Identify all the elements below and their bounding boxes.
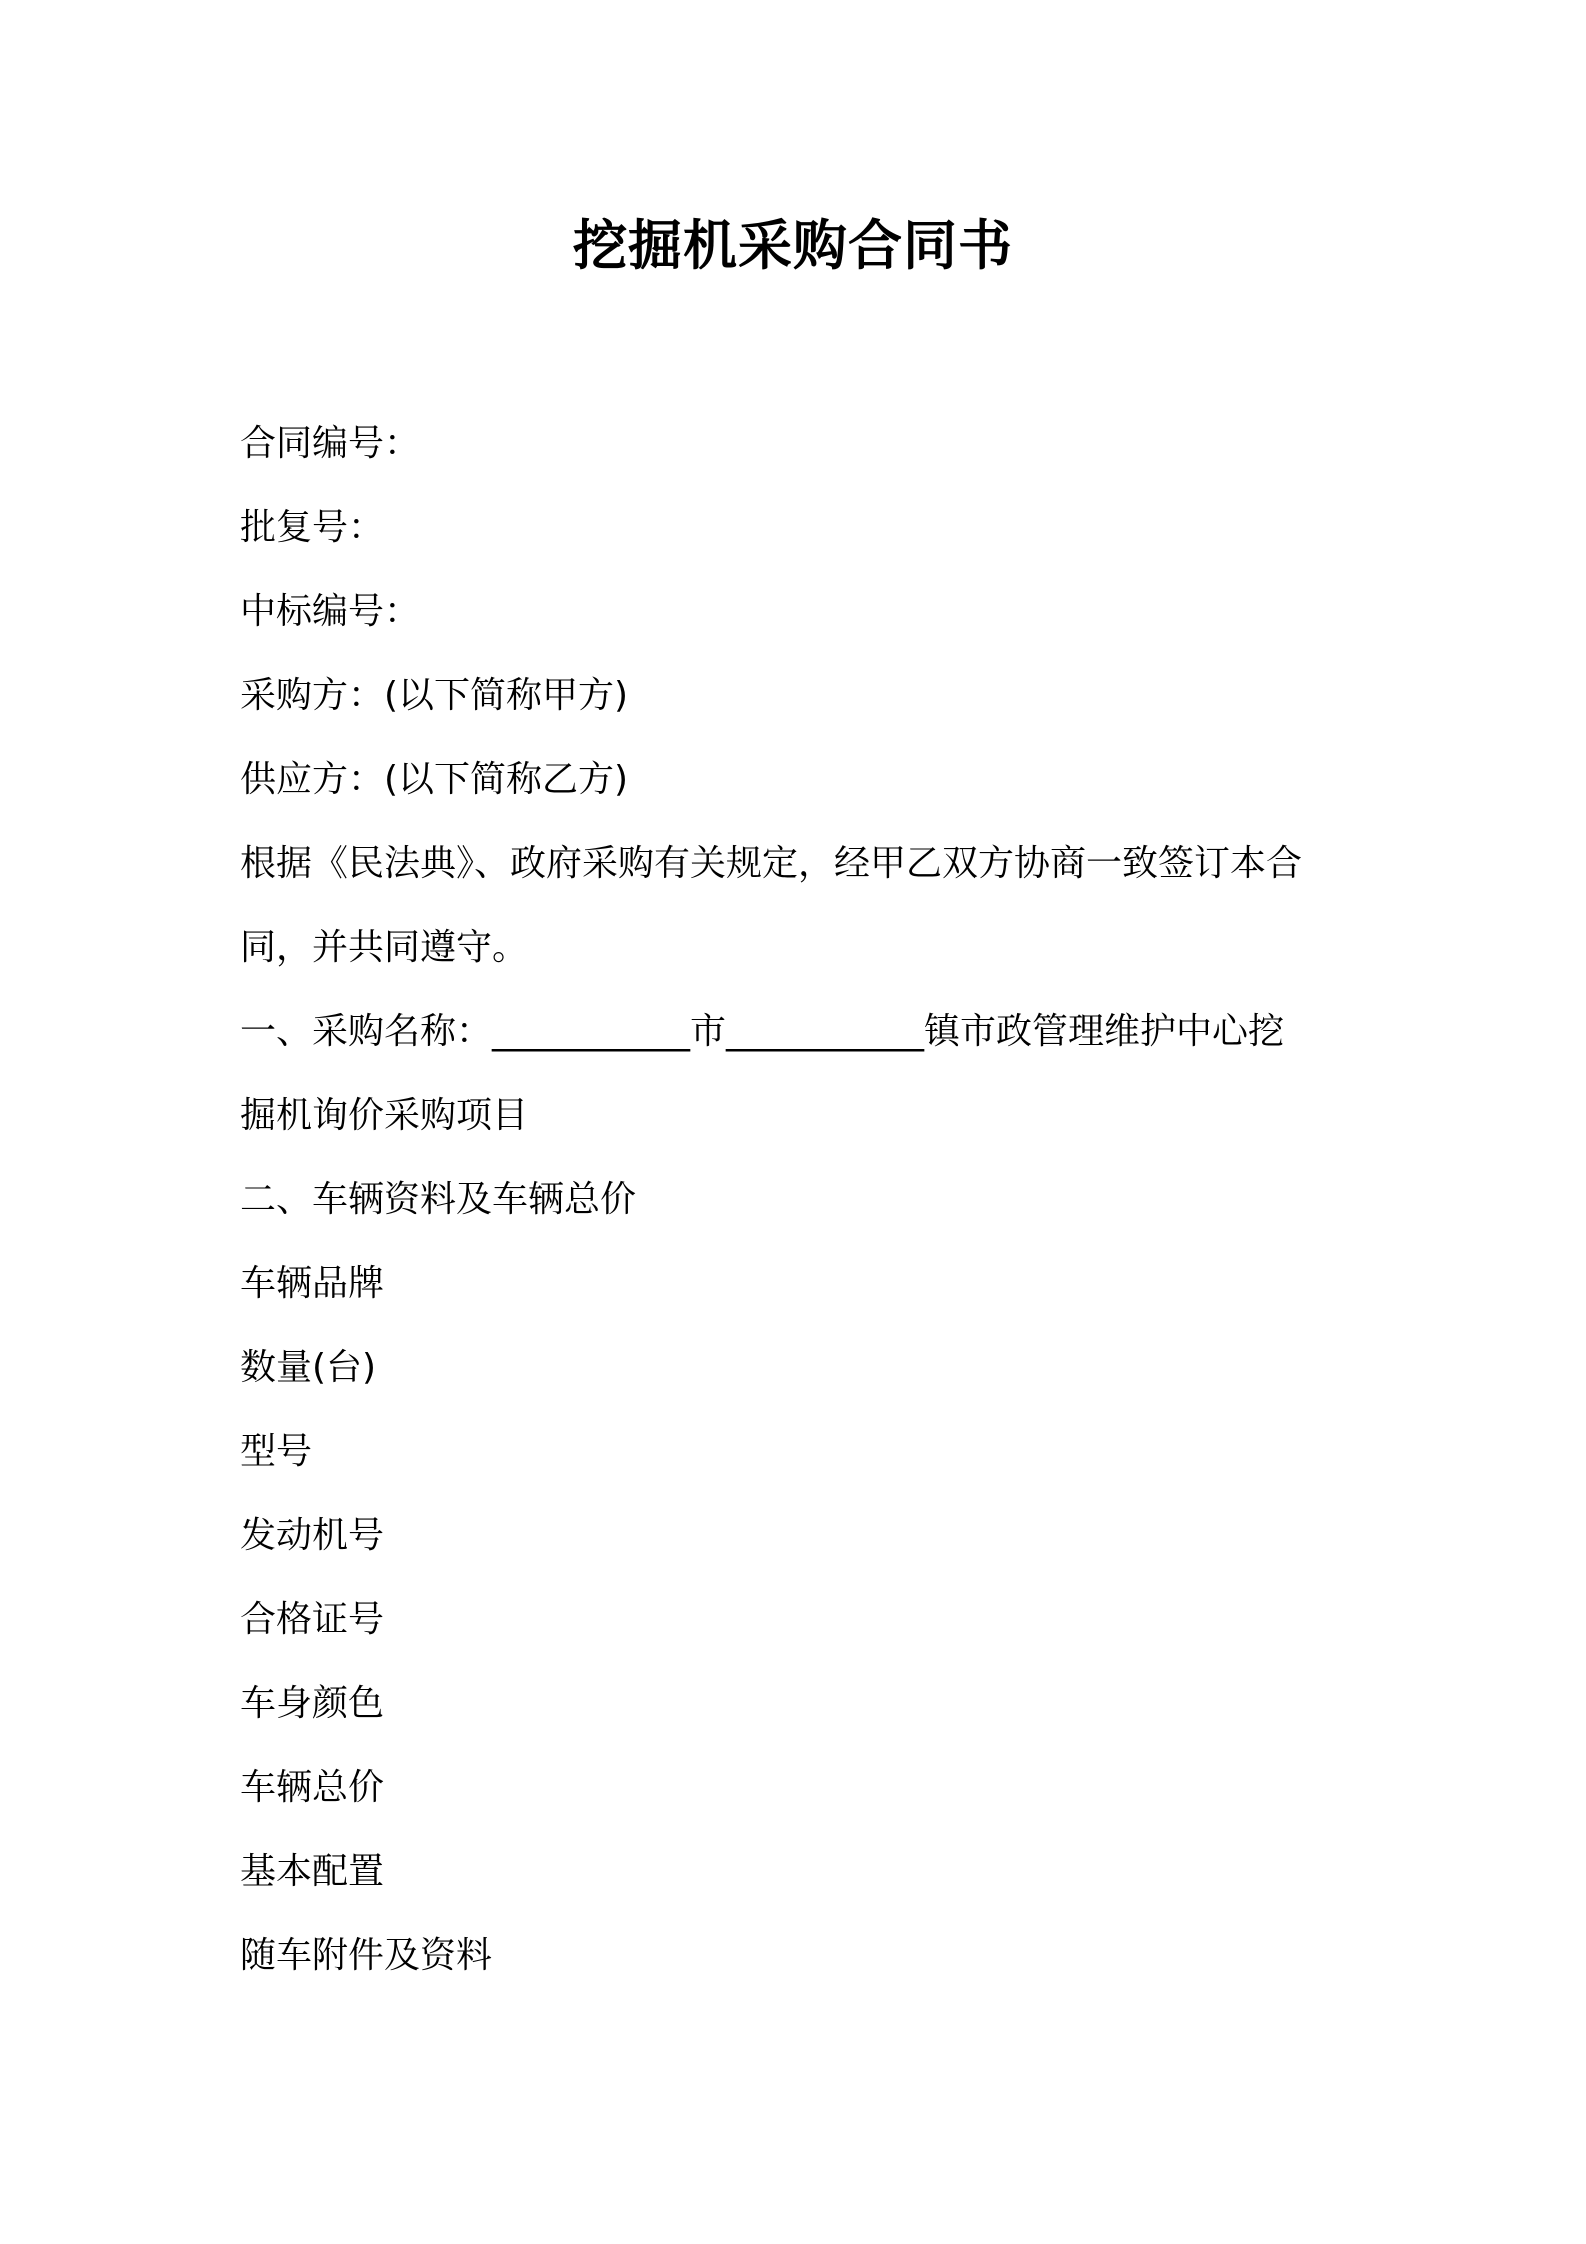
field-body-color: 车身颜色 xyxy=(240,1683,385,1724)
field-model: 型号 xyxy=(240,1431,313,1472)
field-basic-config: 基本配置 xyxy=(240,1851,385,1892)
section-1-line-2: 掘机询价采购项目 xyxy=(240,1095,529,1136)
document-body xyxy=(240,402,1360,1998)
document-title: 挖掘机采购合同书 xyxy=(573,214,1013,277)
section-1-line-1: 一、采购名称：___________市___________镇市政管理维护中心挖 xyxy=(240,1011,1285,1052)
section-2-heading: 二、车辆资料及车辆总价 xyxy=(240,1179,637,1220)
bid-number-label: 中标编号： xyxy=(240,591,421,632)
field-vehicle-brand: 车辆品牌 xyxy=(240,1263,385,1304)
field-accessories: 随车附件及资料 xyxy=(240,1935,493,1976)
purchaser-label: 采购方：(以下简称甲方) xyxy=(240,675,629,716)
field-total-price: 车辆总价 xyxy=(240,1767,385,1808)
contract-number-label: 合同编号： xyxy=(240,423,421,464)
preamble-line-1: 根据《民法典》、政府采购有关规定，经甲乙双方协商一致签订本合 xyxy=(240,843,1303,884)
supplier-label: 供应方：(以下简称乙方) xyxy=(240,759,629,800)
preamble-line-2: 同，并共同遵守。 xyxy=(240,927,529,968)
field-engine-number: 发动机号 xyxy=(240,1515,385,1556)
approval-number-label: 批复号： xyxy=(240,507,385,548)
field-certificate-number: 合格证号 xyxy=(240,1599,385,1640)
field-quantity: 数量(台) xyxy=(240,1347,377,1388)
